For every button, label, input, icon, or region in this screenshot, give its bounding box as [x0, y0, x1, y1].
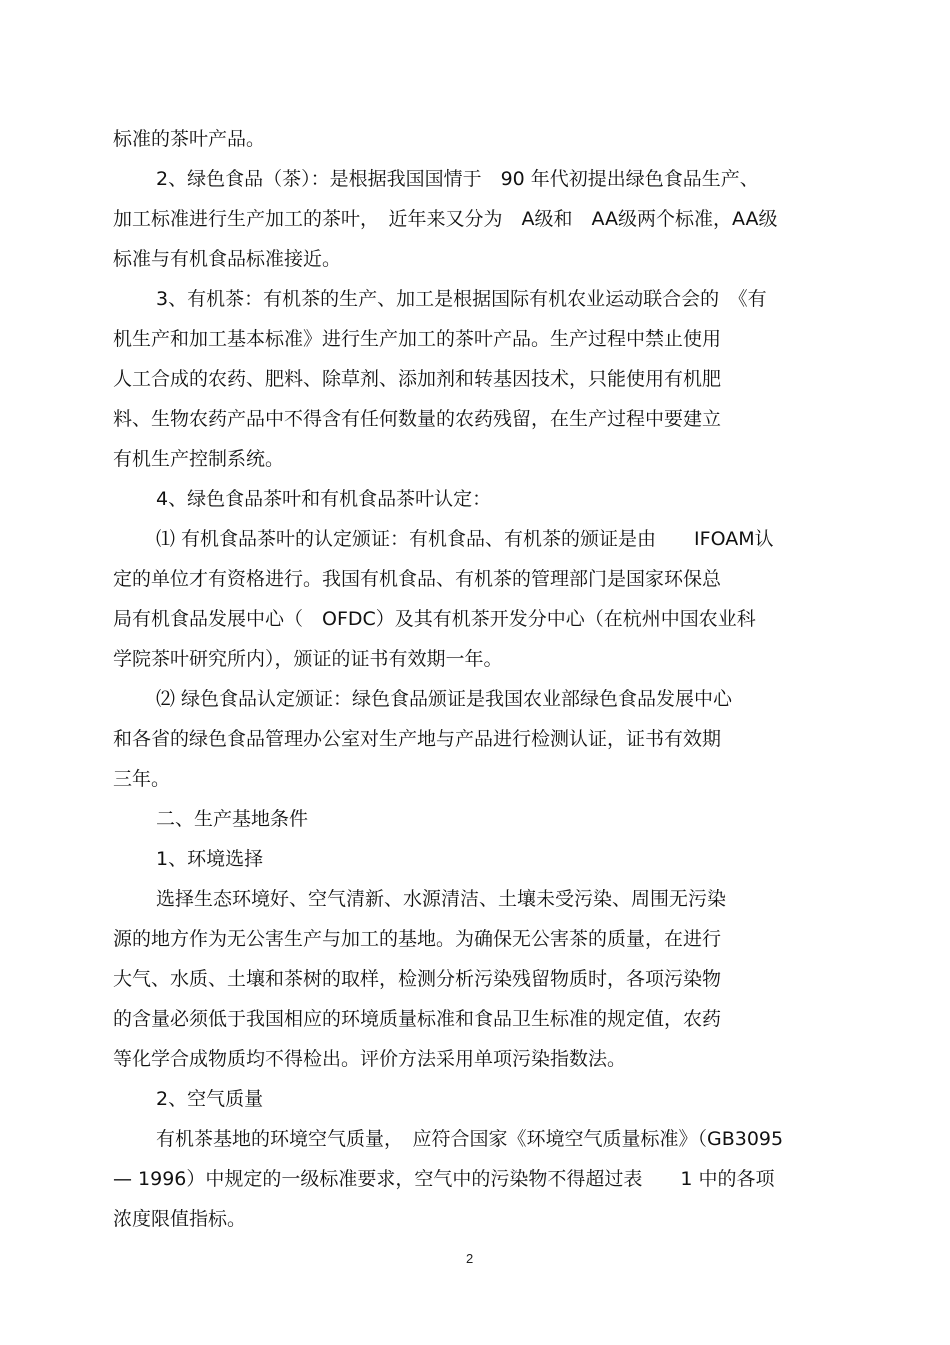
text-line: 等化学合成物质均不得检出。评价方法采用单项污染指数法。: [113, 1048, 627, 1070]
text-line: 料、生物农药产品中不得含有任何数量的农药残留，在生产过程中要建立: [113, 408, 722, 430]
text-line: 机生产和加工基本标准》进行生产加工的茶叶产品。生产过程中禁止使用: [113, 328, 722, 350]
text-line: — 1996）中规定的一级标准要求，空气中的污染物不得超过表 1 中的各项: [113, 1168, 775, 1190]
page-number: 2: [466, 1251, 474, 1266]
text-line: 4、绿色食品茶叶和有机食品茶叶认定：: [156, 488, 492, 510]
text-line: 三年。: [113, 768, 171, 790]
text-line: 和各省的绿色食品管理办公室对生产地与产品进行检测认证，证书有效期: [113, 728, 722, 750]
subsection-heading: 1、环境选择: [156, 848, 264, 870]
text-line: 2、绿色食品（茶）：是根据我国国情于 90 年代初提出绿色食品生产、: [156, 168, 759, 190]
text-line: ⑴ 有机食品茶叶的认定颁证：有机食品、有机茶的颁证是由 IFOAM认: [156, 528, 774, 550]
text-line: 3、有机茶：有机茶的生产、加工是根据国际有机农业运动联合会的 《有: [156, 288, 767, 310]
text-line: 浓度限值指标。: [113, 1208, 247, 1230]
section-heading: 二、生产基地条件: [156, 808, 309, 830]
text-line: 源的地方作为无公害生产与加工的基地。为确保无公害茶的质量，在进行: [113, 928, 722, 950]
text-line: 标准与有机食品标准接近。: [113, 248, 342, 270]
text-line: ⑵ 绿色食品认定颁证：绿色食品颁证是我国农业部绿色食品发展中心: [156, 688, 733, 710]
text-line: 人工合成的农药、肥料、除草剂、添加剂和转基因技术，只能使用有机肥: [113, 368, 722, 390]
text-line: 加工标准进行生产加工的茶叶， 近年来又分为 A级和 AA级两个标准，AA级: [113, 208, 778, 230]
text-line: 学院茶叶研究所内），颁证的证书有效期一年。: [113, 648, 503, 670]
subsection-heading: 2、空气质量: [156, 1088, 264, 1110]
text-line: 选择生态环境好、空气清新、水源清洁、土壤未受污染、周围无污染: [156, 888, 727, 910]
text-line: 定的单位才有资格进行。我国有机食品、有机茶的管理部门是国家环保总: [113, 568, 722, 590]
text-line: 大气、水质、土壤和茶树的取样，检测分析污染残留物质时，各项污染物: [113, 968, 722, 990]
text-line: 的含量必须低于我国相应的环境质量标准和食品卫生标准的规定值，农药: [113, 1008, 722, 1030]
text-line: 局有机食品发展中心（ OFDC）及其有机茶开发分中心（在杭州中国农业科: [113, 608, 756, 630]
text-line: 有机茶基地的环境空气质量， 应符合国家《环境空气质量标准》（GB3095: [156, 1128, 784, 1150]
text-line: 有机生产控制系统。: [113, 448, 285, 470]
text-line: 标准的茶叶产品。: [113, 128, 266, 150]
